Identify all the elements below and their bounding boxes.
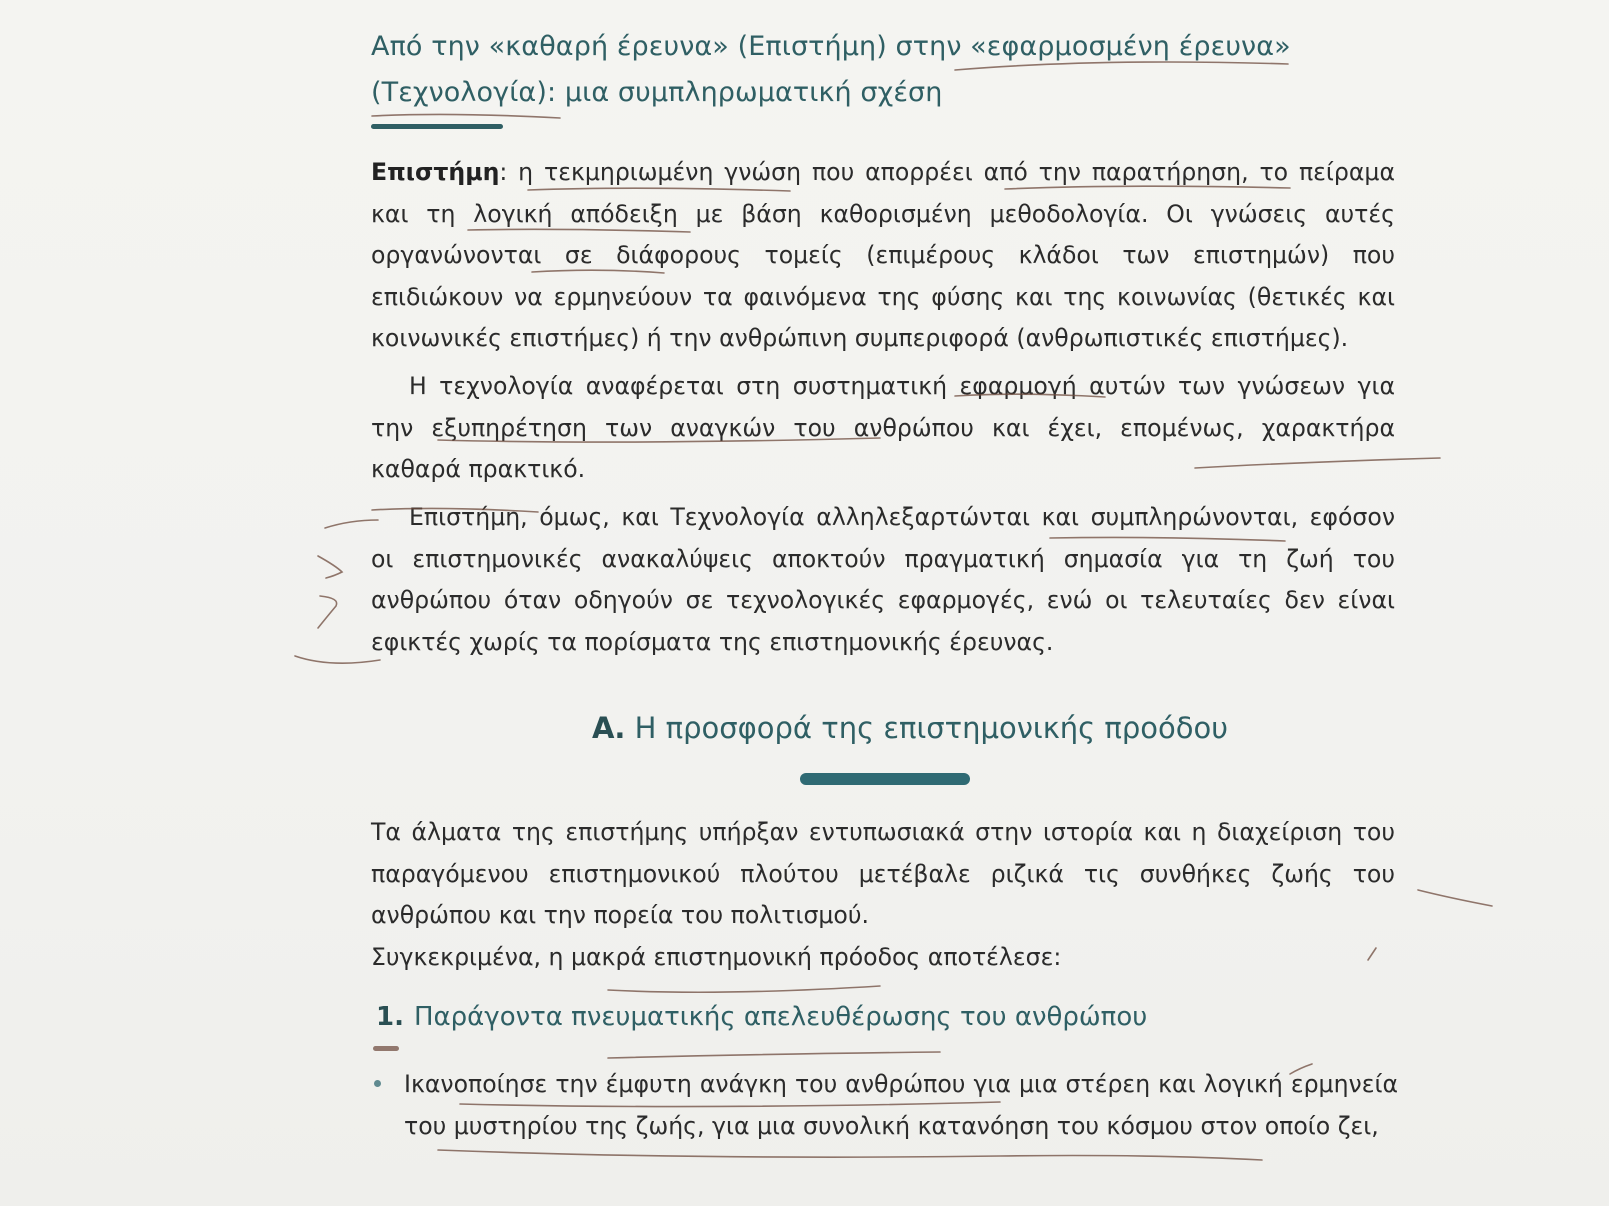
subsection-number: 1. [376, 1002, 404, 1032]
section-title-text: Η προσφορά της επιστημονικής προόδου [634, 711, 1229, 745]
section-title [0, 711, 1609, 745]
section-underline-bar [800, 773, 970, 785]
margin-stroke-right [1418, 890, 1492, 906]
underline-makra [608, 986, 880, 992]
subsection-title-text: Παράγοντα πνευματικής απελευθέρωσης του ανθρώπου [413, 1002, 1148, 1032]
subsection-title [376, 1002, 1147, 1032]
margin-mark-2 [318, 596, 337, 628]
margin-bracket-bottom [295, 656, 380, 663]
paragraph-interdependence: Επιστήμη, όμως, και Τεχνολογία αλληλεξαρτώνται και συμπληρώνονται, εφόσον οι επιστημονικές ανακαλύψεις αποκτούν πραγματική σημασία για τη ζωή του ανθρώπου όταν οδηγούν σε τεχνολογικές εφαρμογές, ενώ οι τελευταίες δεν είναι εφικτές χωρίς τα πορίσματα της επιστημονικής έρευνας. [371, 503, 1395, 656]
paragraph-specifically: Συγκεκριμένα, η μακρά επιστημονική πρόοδος αποτέλεσε: [371, 943, 1062, 971]
page-heading [371, 24, 1291, 116]
underline-mystiriou [438, 1150, 1262, 1160]
heading-underline-bar [371, 124, 503, 129]
paragraph-scientific-leaps: Τα άλματα της επιστήμης υπήρξαν εντυπωσιακά στην ιστορία και η διαχείριση του παραγόμενου επιστημονικού πλούτου μετέβαλε ριζικά τις συνθήκες ζωής του ανθρώπου και την πορεία του πολιτισμού. [371, 818, 1395, 929]
bullet-icon [374, 1080, 381, 1087]
bullet-item: Ικανοποίησε την έμφυτη ανάγκη του ανθρώπου για μια στέρεη και λογική ερμηνεία του μυστηρίου της ζωής, για μια συνολική κατανόηση του κόσμου στον οποίο ζει, [404, 1070, 1398, 1140]
heading-line-2: (Τεχνολογία): μια συμπληρωματική σχέση [371, 77, 943, 108]
subsection-number-underline [373, 1046, 399, 1051]
margin-mark-1 [318, 556, 342, 578]
underline-apeleftherosis [608, 1052, 940, 1058]
paragraph-science-definition [371, 152, 1395, 360]
term-science: Επιστήμη [371, 158, 500, 186]
section-letter: Α. [591, 711, 626, 745]
definition-text: : η τεκμηριωμένη γνώση που απορρέει από την παρατήρηση, το πείραμα και τη λογική απόδειξη με βάση καθορισμένη μεθοδολογία. Οι γνώσεις αυτές οργανώνονται σε διάφορους τομείς (επιμέρους κλάδοι των επιστημών) που επιδιώκουν να ερμηνεύουν τα φαινόμενα της φύσης και της κοινωνίας (θετικές και κοινωνικές επιστήμες) ή την ανθρώπινη συμπεριφορά (ανθρωπιστικές επιστήμες). [371, 158, 1395, 352]
heading-line-1: Από την «καθαρή έρευνα» (Επιστήμη) στην «εφαρμοσμένη έρευνα» [371, 31, 1291, 62]
paragraph-technology: Η τεχνολογία αναφέρεται στη συστηματική εφαρμογή αυτών των γνώσεων για την εξυπηρέτηση των αναγκών του ανθρώπου και έχει, επομένως, χαρακτήρα καθαρά πρακτικό. [371, 372, 1395, 483]
